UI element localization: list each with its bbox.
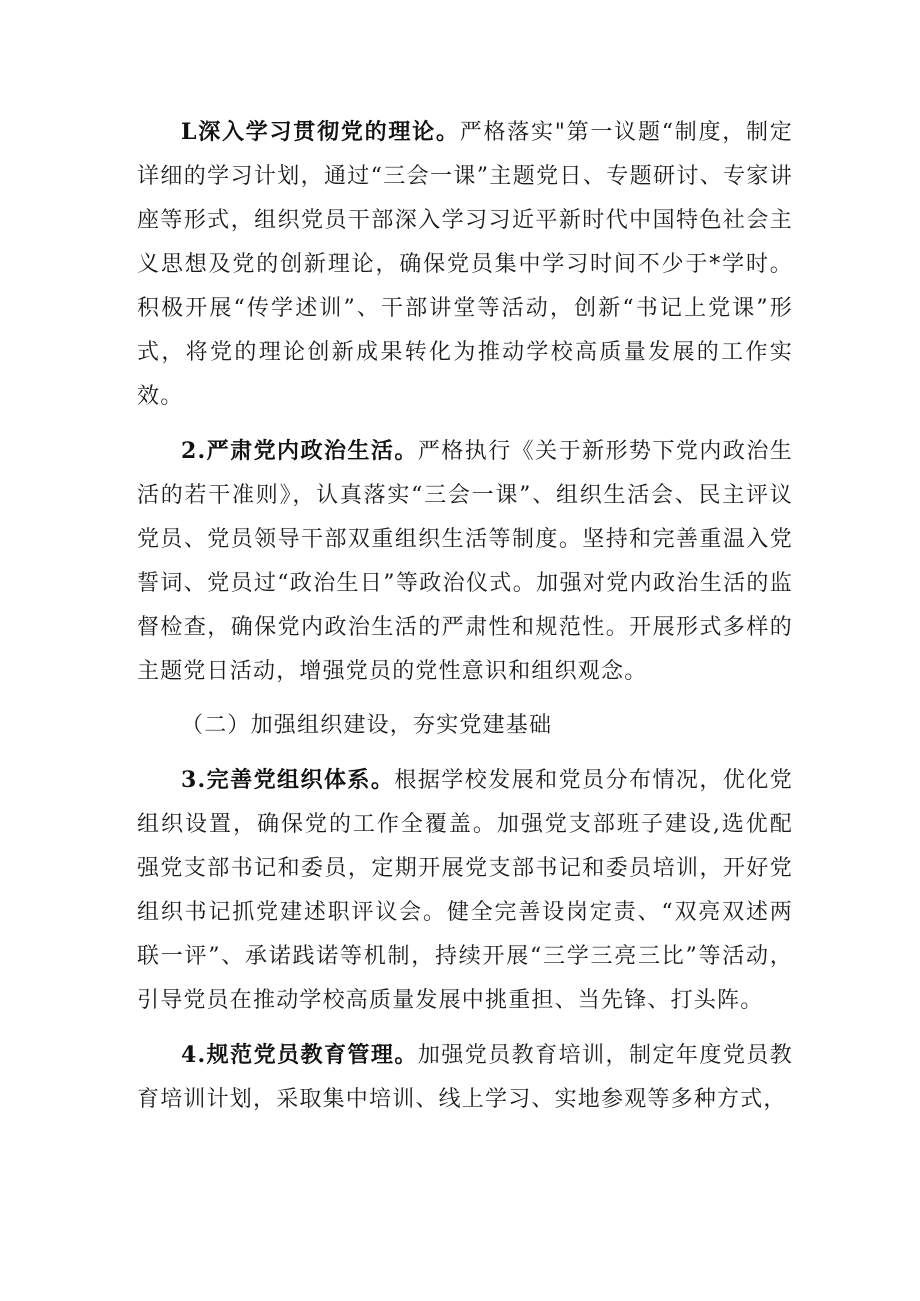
section-subheading: （二）加强组织建设，夯实党建基础 — [181, 713, 553, 738]
paragraph-4 — [137, 1033, 793, 1122]
paragraph-3-number: 3. — [181, 767, 207, 793]
paragraph-4-text: 加强党员教育培训，制定年度党员教育培训计划，采取集中培训、线上学习、实地参观等多种方式， — [137, 1043, 793, 1112]
paragraph-3 — [137, 758, 793, 1023]
paragraph-4-heading: 规范党员教育管理。 — [206, 1042, 418, 1068]
paragraph-1 — [137, 110, 793, 419]
paragraph-1-text: 严格落实"第一议题“制度，制定详细的学习计划，通过“三会一课”主题党日、专题研讨、专家讲座等形式，组织党员干部深入学习习近平新时代中国特色社会主义思想及党的创新理论，确保党员集中学习时间不少于*学时。积极开展“传学述训”、干部讲堂等活动，创新“书记上党课”形式，将党的理论创新成果转化为推动学校高质量发展的工作实效。 — [137, 120, 793, 409]
paragraph-3-heading: 完善党组织体系。 — [206, 767, 395, 793]
paragraph-2-heading: 严肃党内政治生活。 — [206, 438, 418, 464]
paragraph-1-heading: 深入学习贯彻党的理论。 — [197, 119, 460, 145]
paragraph-3-text: 根据学校发展和党员分布情况，优化党组织设置，确保党的工作全覆盖。加强党支部班子建设,选优配强党支部书记和委员，定期开展党支部书记和委员培训，开好党组织书记抓党建述职评议会。健全完善设岗定责、“双亮双述两联一评”、承诺践诺等机制，持续开展“三学三亮三比”等活动，引导党员在推动学校高质量发展中挑重担、当先锋、打头阵。 — [137, 768, 793, 1013]
paragraph-2 — [137, 429, 793, 694]
paragraph-2-number: 2. — [181, 438, 207, 464]
paragraph-4-number: 4. — [181, 1042, 207, 1068]
paragraph-2-text: 严格执行《关于新形势下党内政治生活的若干准则》，认真落实“三会一课”、组织生活会、民主评议党员、党员领导干部双重组织生活等制度。坚持和完善重温入党誓词、党员过“政治生日”等政治仪式。加强对党内政治生活的监督检查，确保党内政治生活的严肃性和规范性。开展形式多样的主题党日活动，增强党员的党性意识和组织观念。 — [137, 439, 793, 684]
document-body — [137, 110, 793, 1132]
paragraph-1-number: L — [181, 119, 198, 145]
